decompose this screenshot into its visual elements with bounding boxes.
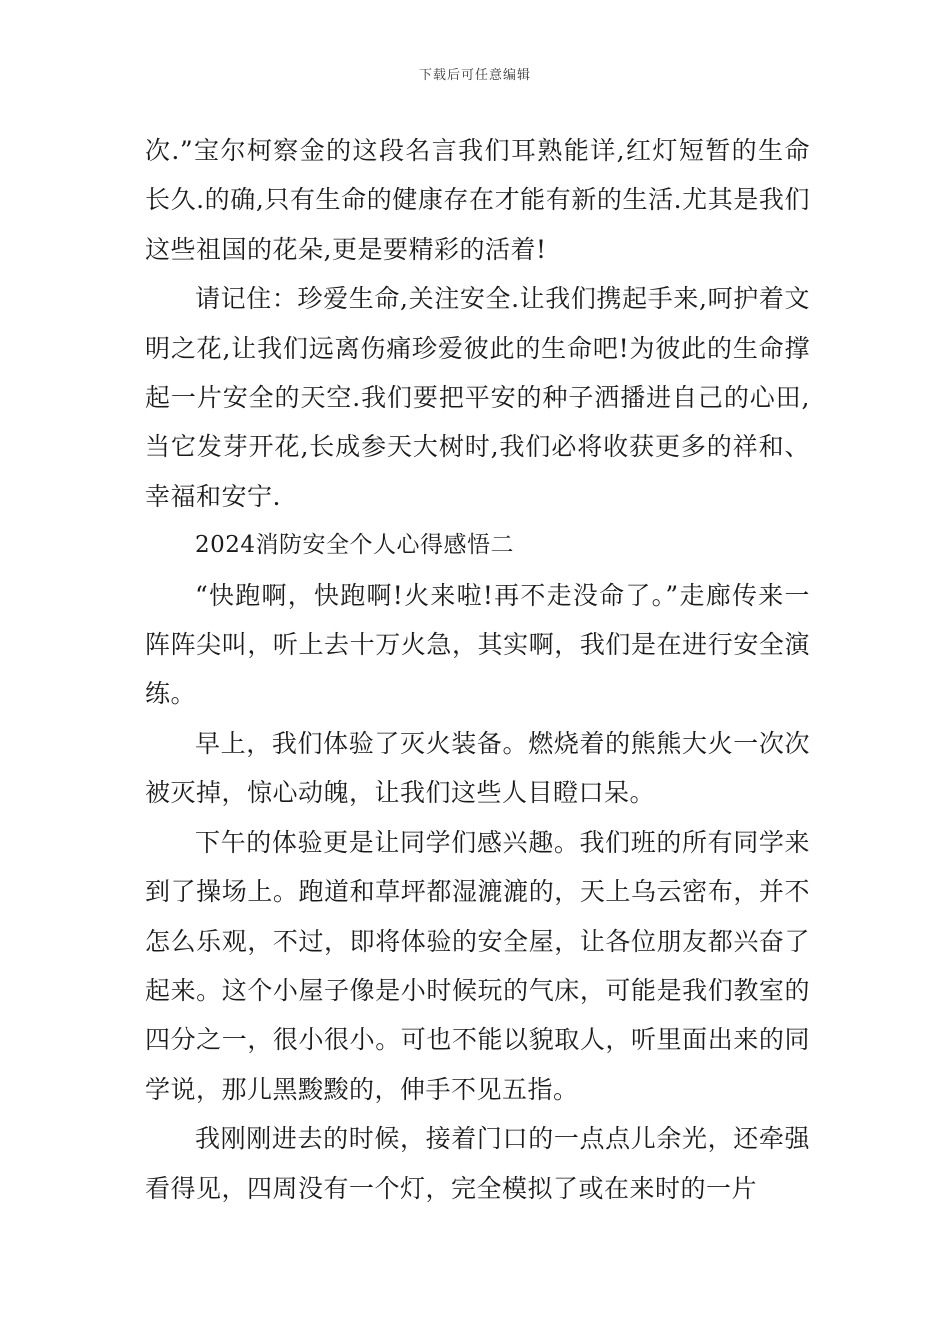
document-body (145, 126, 810, 1213)
page-header-note: 下载后可任意编辑 (418, 68, 531, 83)
paragraph-1: 次.”宝尔柯察金的这段名言我们耳熟能详,红灯短暂的生命长久.的确,只有生命的健康存在才能有新的生活.尤其是我们这些祖国的花朵,更是要精彩的活着! (145, 136, 810, 264)
paragraph-3: “快跑啊，快跑啊!火来啦!再不走没命了。”走廊传来一阵阵尖叫，听上去十万火急，其实啊，我们是在进行安全演练。 (145, 580, 810, 709)
section-heading: 2024消防安全个人心得感悟二 (195, 532, 515, 559)
paragraph-4: 早上，我们体验了灭火装备。燃烧着的熊熊大火一次次被灭掉，惊心动魄，让我们这些人目瞪口呆。 (145, 728, 810, 808)
paragraph-6: 我刚刚进去的时候，接着门口的一点点儿余光，还牵强看得见，四周没有一个灯，完全模拟了或在来时的一片 (145, 1124, 810, 1203)
paragraph-5: 下午的体验更是让同学们感兴趣。我们班的所有同学来到了操场上。跑道和草坪都湿漉漉的，天上乌云密布，并不怎么乐观，不过，即将体验的安全屋，让各位朋友都兴奋了起来。这个小屋子像是小时候玩的气床，可能是我们教室的四分之一，很小很小。可也不能以貌取人，听里面出来的同学说，那儿黑黢黢的，伸手不见五指。 (145, 827, 810, 1104)
paragraph-2: 请记住：珍爱生命,关注安全.让我们携起手来,呵护着文明之花,让我们远离伤痛珍爱彼此的生命吧!为彼此的生命撑起一片安全的天空.我们要把平安的种子洒播进自己的心田,当它发芽开花,长成参天大树时,我们必将收获更多的祥和、幸福和安宁. (145, 284, 810, 511)
